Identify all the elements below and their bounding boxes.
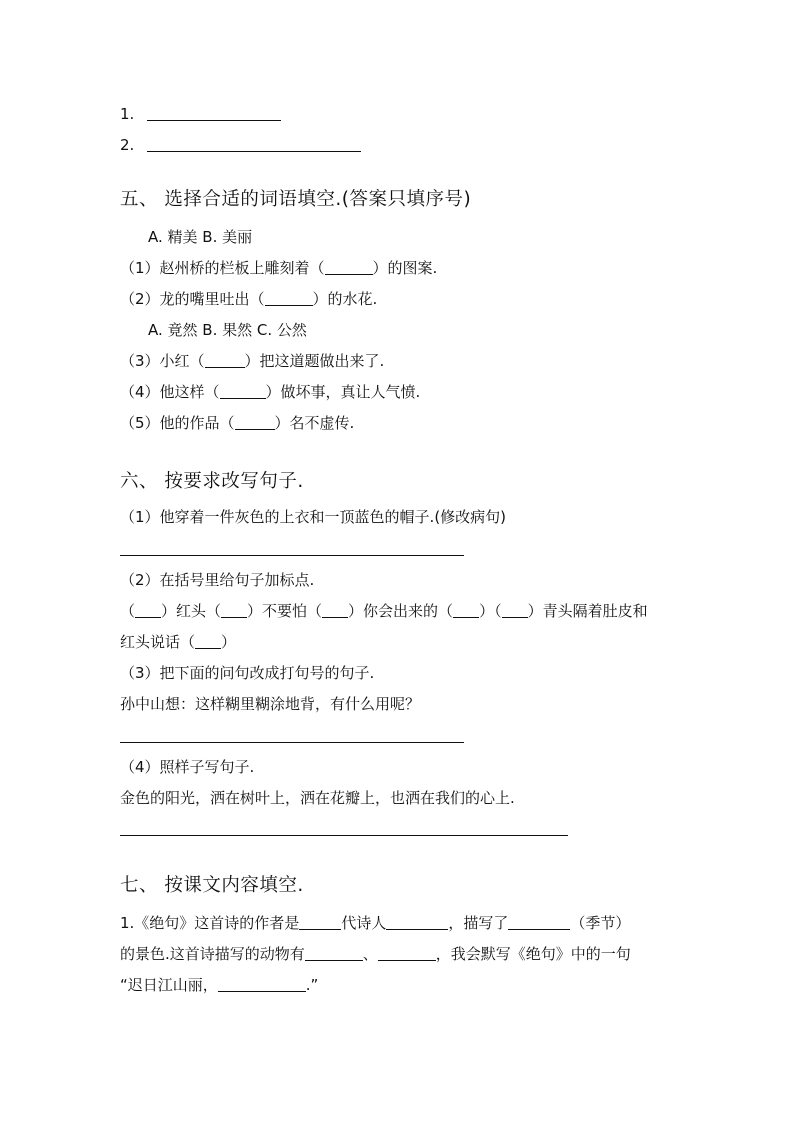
fill-text: “迟日江山丽， — [120, 976, 218, 994]
section-7-title: 七、 按课文内容填空. — [120, 875, 304, 896]
fill-line-1 — [120, 913, 630, 933]
question-6-3-sentence: 孙中山想：这样糊里糊涂地背，有什么用呢？ — [120, 695, 421, 713]
section-6-title: 六、 按要求改写句子. — [120, 471, 304, 492]
question-5-5 — [120, 413, 354, 433]
options-group-2: A. 竟然 B. 果然 C. 公然 — [148, 321, 307, 339]
answer-blank[interactable] — [453, 603, 479, 618]
answer-blank[interactable] — [205, 353, 245, 368]
sentence-text: ） — [221, 633, 237, 651]
fill-line-3 — [120, 975, 318, 995]
sentence-text: ）不要怕（ — [247, 602, 323, 620]
sentence-text: ）（ — [479, 602, 502, 620]
fill-text: ，描写了 — [448, 914, 509, 932]
answer-line[interactable] — [120, 742, 464, 743]
question-text: （4）他这样（ — [120, 383, 220, 401]
question-6-3: （3）把下面的问句改成打句号的句子. — [120, 664, 375, 682]
sentence-text: （ — [120, 602, 136, 620]
answer-blank[interactable] — [325, 260, 373, 275]
sentence-text: ）红头（ — [161, 602, 222, 620]
answer-line-2 — [120, 135, 361, 155]
question-5-3 — [120, 351, 384, 371]
answer-blank[interactable] — [218, 977, 306, 992]
options-group-1: A. 精美 B. 美丽 — [148, 228, 253, 246]
question-text: ）的图案. — [372, 259, 438, 277]
question-5-4 — [120, 382, 420, 402]
fill-text: （季节） — [570, 914, 631, 932]
sentence-text: ）青头隔着肚皮和 — [527, 602, 648, 620]
question-6-1: （1）他穿着一件灰色的上衣和一顶蓝色的帽子.(修改病句) — [120, 508, 507, 526]
question-text: ）把这道题做出来了. — [244, 352, 385, 370]
question-text: （2）龙的嘴里吐出（ — [120, 290, 265, 308]
punctuation-sentence-line-1 — [120, 601, 648, 621]
answer-blank[interactable] — [195, 634, 221, 649]
question-6-4-example: 金色的阳光，洒在树叶上，洒在花瓣上，也洒在我们的心上. — [120, 789, 515, 807]
question-text: ）做坏事，真让人气愤. — [265, 383, 421, 401]
question-text: （5）他的作品（ — [120, 414, 235, 432]
item-number: 2. — [120, 136, 135, 154]
fill-text: 、 — [362, 945, 378, 963]
fill-line-2 — [120, 944, 631, 964]
answer-blank[interactable] — [386, 915, 448, 930]
fill-text: 1.《绝句》这首诗的作者是 — [120, 914, 300, 932]
answer-blank[interactable] — [135, 603, 161, 618]
answer-blank[interactable] — [221, 603, 247, 618]
question-text: （1）赵州桥的栏板上雕刻着（ — [120, 259, 325, 277]
question-6-2: （2）在括号里给句子加标点. — [120, 571, 315, 589]
answer-blank[interactable] — [305, 946, 363, 961]
item-number: 1. — [120, 105, 135, 123]
fill-text: ，我会默写《绝句》中的一句 — [435, 945, 631, 963]
question-5-2 — [120, 289, 377, 309]
answer-line[interactable] — [120, 555, 464, 556]
fill-text: 代诗人 — [341, 914, 387, 932]
sentence-text: 红头说话（ — [120, 633, 196, 651]
answer-line-1 — [120, 104, 281, 124]
answer-blank[interactable] — [147, 106, 281, 121]
answer-blank[interactable] — [265, 291, 313, 306]
fill-text: 的景色.这首诗描写的动物有 — [120, 945, 305, 963]
answer-blank[interactable] — [220, 384, 266, 399]
answer-blank[interactable] — [322, 603, 348, 618]
answer-blank[interactable] — [378, 946, 436, 961]
answer-blank[interactable] — [502, 603, 528, 618]
answer-blank[interactable] — [508, 915, 570, 930]
question-6-4: （4）照样子写句子. — [120, 758, 255, 776]
fill-text: .” — [305, 976, 319, 994]
question-text: ）名不虚传. — [274, 414, 355, 432]
question-text: ）的水花. — [312, 290, 378, 308]
answer-blank[interactable] — [299, 915, 341, 930]
question-5-1 — [120, 258, 437, 278]
section-5-title: 五、 选择合适的词语填空.(答案只填序号) — [120, 189, 472, 210]
punctuation-sentence-line-2 — [120, 632, 236, 652]
answer-line[interactable] — [120, 835, 568, 836]
answer-blank[interactable] — [147, 137, 361, 152]
question-text: （3）小红（ — [120, 352, 205, 370]
answer-blank[interactable] — [235, 415, 275, 430]
sentence-text: ）你会出来的（ — [348, 602, 454, 620]
